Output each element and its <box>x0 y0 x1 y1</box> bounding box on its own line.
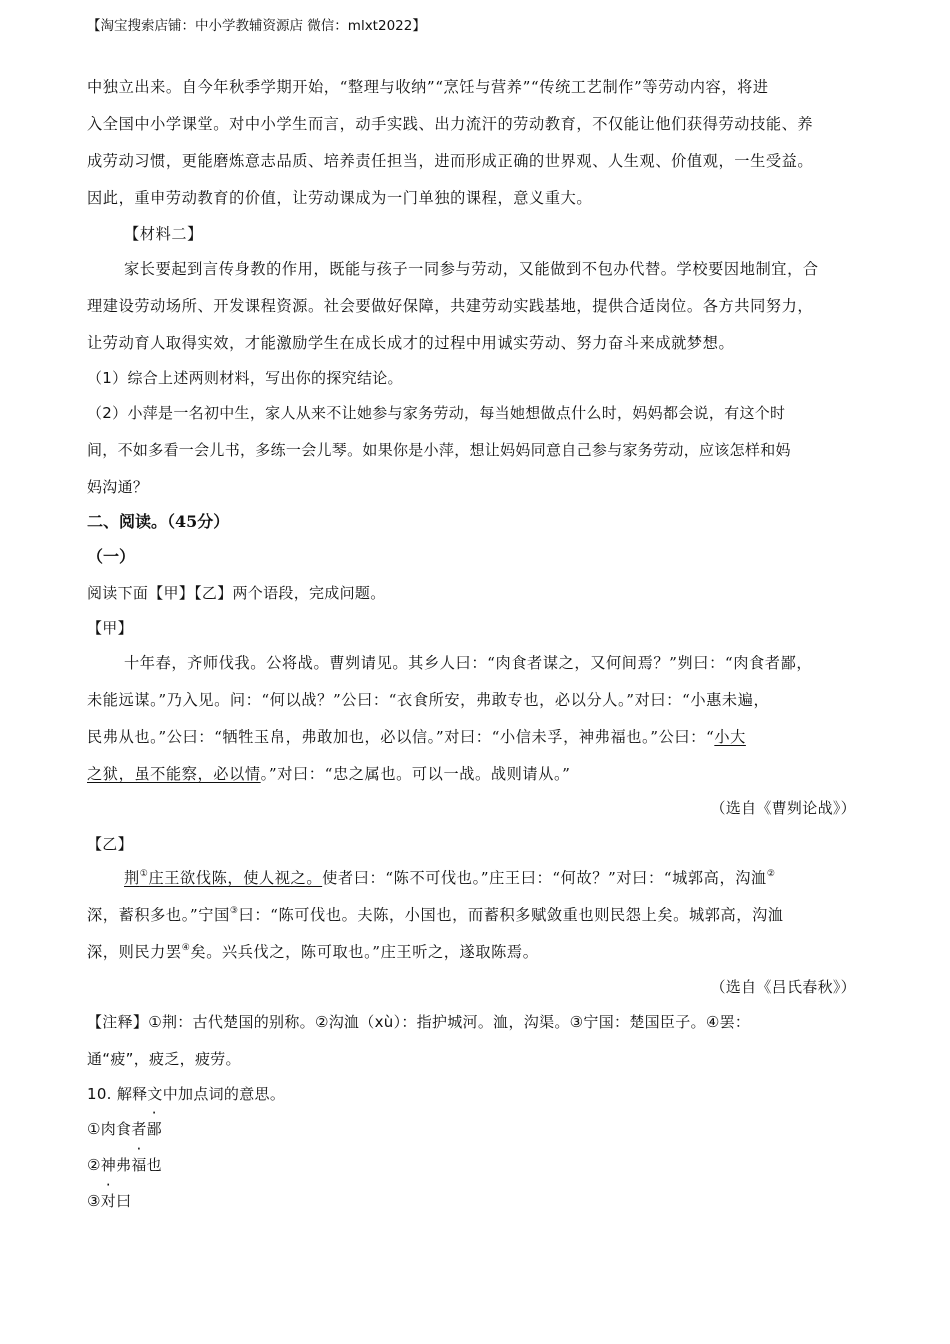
material1-line: 入全国中小学课堂。对中小学生而言，动手实践、出力流汗的劳动教育，不仅能让他们获得劳动技能、养 <box>87 115 814 133</box>
yi-underline-char: 荆 <box>124 869 140 887</box>
question-2-line: （2）小萍是一名初中生，家人从来不让她参与家务劳动，每当她想做点什么时，妈妈都会说，有这个时 <box>87 404 786 422</box>
item-text: 也 <box>146 1156 162 1174</box>
question-1: （1）综合上述两则材料，写出你的探究结论。 <box>87 369 403 387</box>
passage-jia-source: （选自《曹刿论战》） <box>710 799 856 817</box>
yi-line3-text: 矣。兴兵伐之，陈可取也。”庄王听之，遂取陈焉。 <box>190 943 539 961</box>
question-2-line: 妈沟通？ <box>87 478 149 496</box>
material1-line: 成劳动习惯，更能磨炼意志品质、培养责任担当，进而形成正确的世界观、人生观、价值观，一生受益。 <box>87 152 814 170</box>
dotted-word: 福 <box>131 1156 147 1174</box>
page-header: 【淘宝搜索店铺：中小学教辅资源店 微信：mlxt2022】 <box>87 18 426 34</box>
material2-heading: 【材料二】 <box>124 225 203 243</box>
passage-jia-line <box>87 727 746 747</box>
yi-line2-text: 曰：“陈可伐也。夫陈，小国也，而蓄积多赋敛重也则民怨上矣。城郭高，沟洫 <box>238 906 784 924</box>
yi-underline-text: 庄王欲伐陈，使人视之。 <box>148 869 323 887</box>
material2-line: 让劳动育人取得实效，才能激励学生在成长成才的过程中用诚实劳动、努力奋斗来成就梦想。 <box>87 334 735 352</box>
section-title: 二、阅读。（45分） <box>87 512 230 531</box>
yi-line2-text: 深，蓄积多也。”宁国 <box>87 906 230 924</box>
item-text: ②神弗 <box>87 1156 132 1174</box>
item-text: 曰 <box>116 1192 132 1210</box>
jia-line4-text: 。”对曰：“忠之属也。可以一战。战则请从。” <box>260 765 571 783</box>
footnote-marker: ④ <box>181 943 191 953</box>
material2-line: 理建设劳动场所、开发课程资源。社会要做好保障，共建劳动实践基地，提供合适岗位。各方共同努力， <box>87 297 814 315</box>
passage-jia-line <box>87 764 571 784</box>
footnote-marker: ① <box>139 869 149 879</box>
material2-line: 家长要起到言传身教的作用，既能与孩子一同参与劳动，又能做到不包办代替。学校要因地制宜，合 <box>124 260 819 278</box>
dotted-word: 鄙 <box>146 1120 162 1138</box>
annotation-line: 【注释】①荆：古代楚国的别称。②沟洫（xù）：指护城河。洫，沟渠。③宁国：楚国臣子。④罢： <box>87 1013 751 1031</box>
jia-line3-text: 民弗从也。”公曰：“牺牲玉帛，弗敢加也，必以信。”对曰：“小信未孚，神弗福也。”公曰：“ <box>87 728 715 746</box>
question-2-line: 间，不如多看一会儿书，多练一会儿琴。如果你是小萍，想让妈妈同意自己参与家务劳动，应该怎样和妈 <box>87 441 791 459</box>
reading-instruction: 阅读下面【甲】【乙】两个语段，完成问题。 <box>87 584 386 602</box>
question-10-item <box>87 1155 162 1175</box>
dotted-word: 对 <box>100 1192 117 1210</box>
item-text: ①肉食者 <box>87 1120 147 1138</box>
footnote-marker: ② <box>766 869 776 879</box>
passage-yi-line <box>124 868 776 888</box>
question-10-item <box>87 1119 162 1139</box>
passage-yi-source: （选自《吕氏春秋》） <box>710 978 856 996</box>
question-10-item <box>87 1191 131 1211</box>
material1-line: 因此，重申劳动教育的价值，让劳动课成为一门单独的课程，意义重大。 <box>87 189 593 207</box>
footnote-marker: ③ <box>229 906 239 916</box>
passage-jia-line: 十年春，齐师伐我。公将战。曹刿请见。其乡人曰：“肉食者谋之，又何间焉？”刿曰：“肉食者鄙， <box>124 654 813 672</box>
passage-yi-line <box>87 942 539 962</box>
passage-jia-line: 未能远谋。”乃入见。问：“何以战？”公曰：“衣食所安，弗敢专也，必以分人。”对曰：“小惠未遍， <box>87 691 770 709</box>
yi-line3-text: 深，则民力罢 <box>87 943 182 961</box>
passage-yi-line <box>87 905 784 925</box>
passage-yi-label: 【乙】 <box>87 835 133 853</box>
subsection-title: （一） <box>87 547 136 566</box>
yi-line1-text: 使者曰：“陈不可伐也。”庄王曰：“何故？”对曰：“城郭高，沟洫 <box>322 869 767 887</box>
material1-line: 中独立出来。自今年秋季学期开始，“整理与收纳”“烹饪与营养”“传统工艺制作”等劳动内容，将进 <box>87 78 769 96</box>
underlined-sentence <box>124 869 322 887</box>
question-10-title: 10. 解释文中加点词的意思。 <box>87 1085 286 1103</box>
item-text: ③ <box>87 1192 101 1210</box>
underlined-sentence: 之狱，虽不能察，必以情 <box>87 765 261 783</box>
passage-jia-label: 【甲】 <box>87 619 133 637</box>
underlined-sentence: 小大 <box>714 728 746 746</box>
annotation-line: 通“疲”，疲乏，疲劳。 <box>87 1050 241 1068</box>
